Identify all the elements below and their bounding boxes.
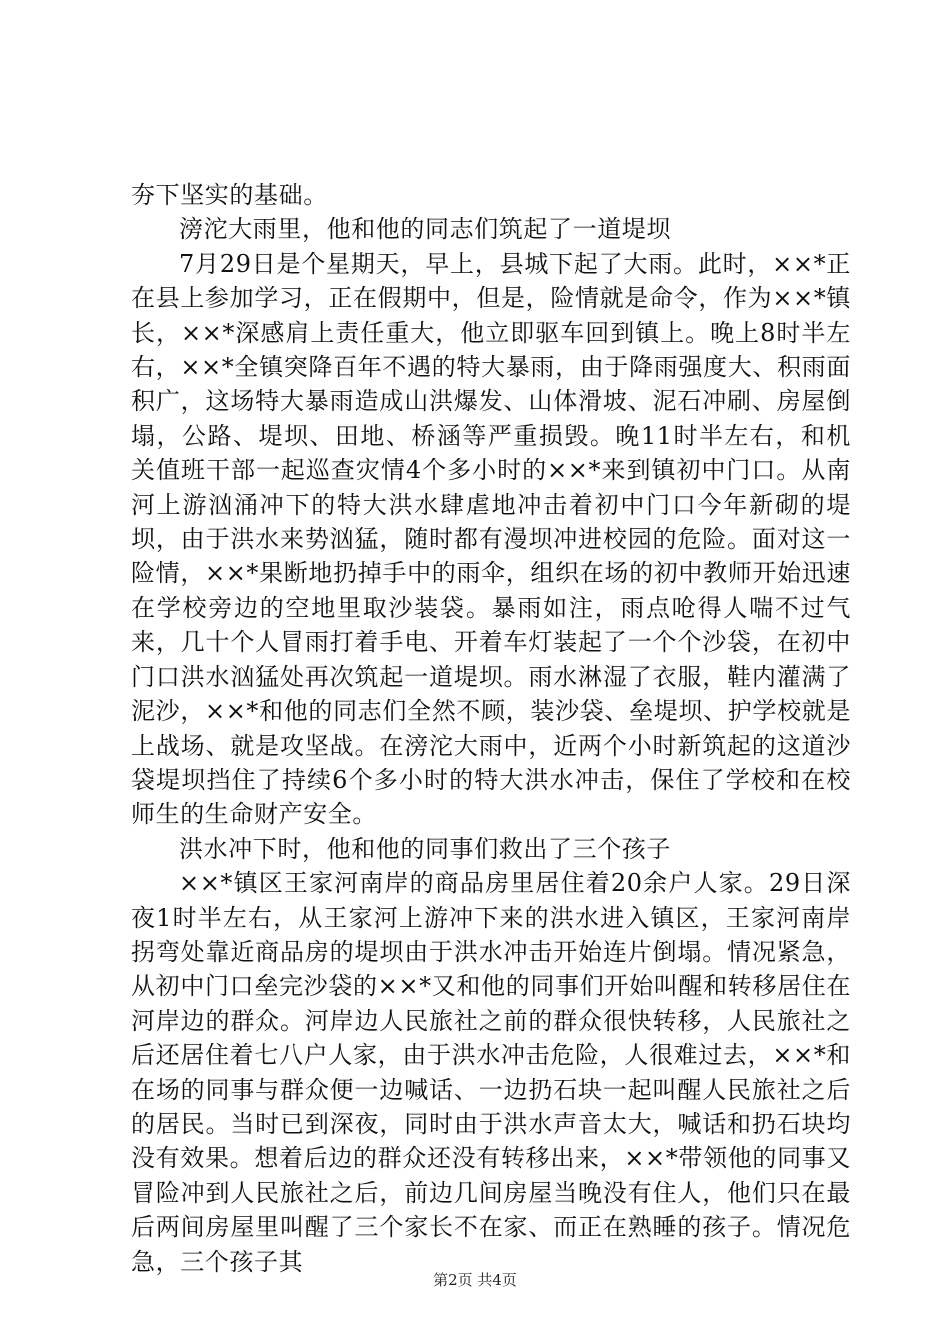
- paragraph-continuation: 夯下坚实的基础。: [131, 181, 328, 209]
- section-heading-rescue: 洪水冲下时，他和他的同事们救出了三个孩子: [179, 834, 671, 863]
- paragraph-dam-story: 7月29日是个星期天，早上，县城下起了大雨。此时，××*正在县上参加学习，正在假期中，但是，险情就是命令，作为××*镇长，××*深感肩上责任重大，他立即驱车回到镇上。晚上8时半左右，××*全镇突降百年不遇的特大暴雨，由于降雨强度大、积雨面积广，这场特大暴雨造成山洪爆发、山体滑坡、泥石冲刷、房屋倒塌，公路、堤坝、田地、桥涵等严重损毁。晚11时半左右，和机关值班干部一起巡查灾情4个多小时的××*来到镇初中门口。从南河上游汹涌冲下的特大洪水肆虐地冲击着初中门口今年新砌的堤坝，由于洪水来势汹猛，随时都有漫坝冲进校园的危险。面对这一险情，××*果断地扔掉手中的雨伞，组织在场的初中教师开始迅速在学校旁边的空地里取沙装袋。暴雨如注，雨点呛得人喘不过气来，几十个人冒雨打着手电、开着车灯装起了一个个沙袋，在初中门口洪水汹猛处再次筑起一道堤坝。雨水淋湿了衣服，鞋内灌满了泥沙，××*和他的同志们全然不顾，装沙袋、垒堤坝、护学校就是上战场、就是攻坚战。在滂沱大雨中，近两个小时新筑起的这道沙袋堤坝挡住了持续6个多小时的特大洪水冲击，保住了学校和在校师生的生命财产安全。: [131, 249, 851, 829]
- page-number-footer: 第2页 共4页: [433, 1271, 517, 1289]
- section-heading-dam: 滂沱大雨里，他和他的同志们筑起了一道堤坝: [179, 215, 671, 244]
- document-body: [131, 178, 851, 1279]
- paragraph-rescue-story: ××*镇区王家河南岸的商品房里居住着20余户人家。29日深夜1时半左右，从王家河上游冲下来的洪水进入镇区，王家河南岸拐弯处靠近商品房的堤坝由于洪水冲击开始连片倒塌。情况紧急，从初中门口垒完沙袋的××*又和他的同事们开始叫醒和转移居住在河岸边的群众。河岸边人民旅社之前的群众很快转移，人民旅社之后还居住着七八户人家，由于洪水冲击危险，人很难过去，××*和在场的同事与群众便一边喊话、一边扔石块一起叫醒人民旅社之后的居民。当时已到深夜，同时由于洪水声音太大，喊话和扔石块均没有效果。想着后边的群众还没有转移出来，××*带领他的同事又冒险冲到人民旅社之后，前边几间房屋当晚没有住人，他们只在最后两间房屋里叫醒了三个家长不在家、而正在熟睡的孩子。情况危急，三个孩子其: [131, 869, 851, 1276]
